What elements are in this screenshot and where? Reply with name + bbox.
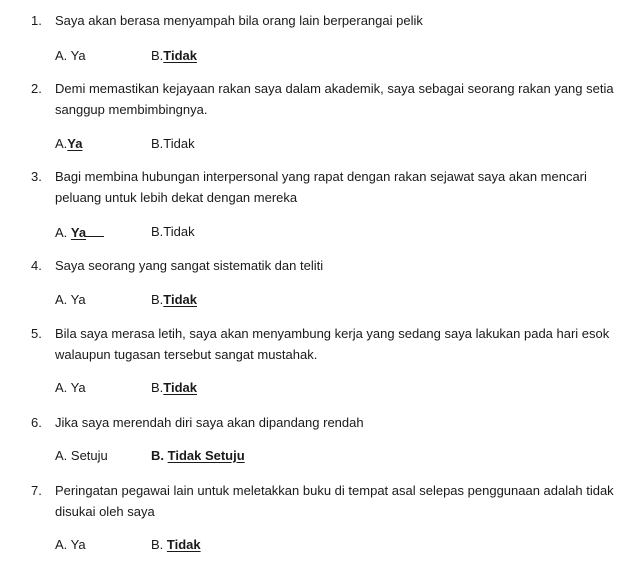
option-b-label-selected: Tidak Setuju — [167, 448, 245, 463]
option-b-label-selected: Tidak — [163, 380, 198, 395]
option-a-prefix: A. — [55, 136, 68, 151]
option-a[interactable] — [55, 448, 108, 464]
option-a[interactable] — [55, 136, 82, 152]
option-a-prefix: A. — [55, 448, 71, 463]
option-a-prefix: A. — [55, 380, 71, 395]
option-a-prefix: A. — [55, 292, 71, 307]
question-number: 4. — [31, 258, 42, 273]
question-number: 2. — [31, 81, 42, 96]
option-b[interactable] — [151, 448, 245, 464]
option-a[interactable] — [55, 48, 86, 64]
option-a-label: Ya — [70, 48, 86, 63]
question-text: Demi memastikan kejayaan rakan saya dalam akademik, saya sebagai seorang rakan yang setia sanggup membimbingnya. — [55, 81, 614, 117]
question-text: Peringatan pegawai lain untuk meletakkan buku di tempat asal selepas penggunaan adalah tidak disukai oleh saya — [55, 483, 614, 519]
question-number: 1. — [31, 13, 42, 28]
option-b[interactable] — [151, 292, 197, 308]
question-number: 5. — [31, 326, 42, 341]
question-text: Saya akan berasa menyampah bila orang lain berperangai pelik — [55, 13, 423, 28]
question-number: 3. — [31, 169, 42, 184]
option-b-label: Tidak — [163, 136, 195, 151]
option-a-label-selected: Ya — [67, 136, 83, 151]
option-a-prefix: A. — [55, 537, 71, 552]
option-a-label: Ya — [70, 292, 86, 307]
option-b[interactable] — [151, 48, 197, 64]
option-b-label-selected: Tidak — [163, 292, 198, 307]
option-b-label-selected: Tidak — [163, 48, 198, 63]
option-b-prefix: B. — [151, 136, 164, 151]
option-a[interactable] — [55, 292, 86, 308]
question-text: Bagi membina hubungan interpersonal yang rapat dengan rakan sejawat saya akan mencari peluang untuk lebih dekat dengan mereka — [55, 169, 587, 205]
option-a-label: Setuju — [70, 448, 108, 463]
option-a[interactable] — [55, 380, 86, 396]
question-text: Saya seorang yang sangat sistematik dan teliti — [55, 258, 324, 273]
option-b-label-selected: Tidak — [166, 537, 201, 552]
option-a[interactable] — [55, 224, 104, 241]
option-b-prefix: B. — [151, 292, 164, 307]
option-a-label-selected: Ya — [70, 225, 87, 240]
question-number: 7. — [31, 483, 42, 498]
question-text: Bila saya merasa letih, saya akan menyambung kerja yang sedang saya lakukan pada hari esok walaupun tugasan tersebut sangat mustahak. — [55, 326, 610, 362]
option-b[interactable] — [151, 537, 201, 553]
option-a-prefix: A. — [55, 48, 71, 63]
option-a-label: Ya — [70, 380, 86, 395]
question-text: Jika saya merendah diri saya akan dipandang rendah — [55, 415, 364, 430]
option-a[interactable] — [55, 537, 86, 553]
option-b[interactable] — [151, 380, 197, 396]
option-b-prefix: B. — [151, 48, 164, 63]
option-b-prefix: B. — [151, 448, 168, 463]
option-b-prefix: B. — [151, 380, 164, 395]
underline-blank — [86, 224, 104, 237]
option-b-label: Tidak — [163, 224, 195, 239]
option-b[interactable] — [151, 224, 195, 240]
question-number: 6. — [31, 415, 42, 430]
option-a-prefix: A. — [55, 225, 71, 240]
option-b[interactable] — [151, 136, 195, 152]
option-b-prefix: B. — [151, 224, 164, 239]
option-a-label: Ya — [70, 537, 86, 552]
option-b-prefix: B. — [151, 537, 167, 552]
